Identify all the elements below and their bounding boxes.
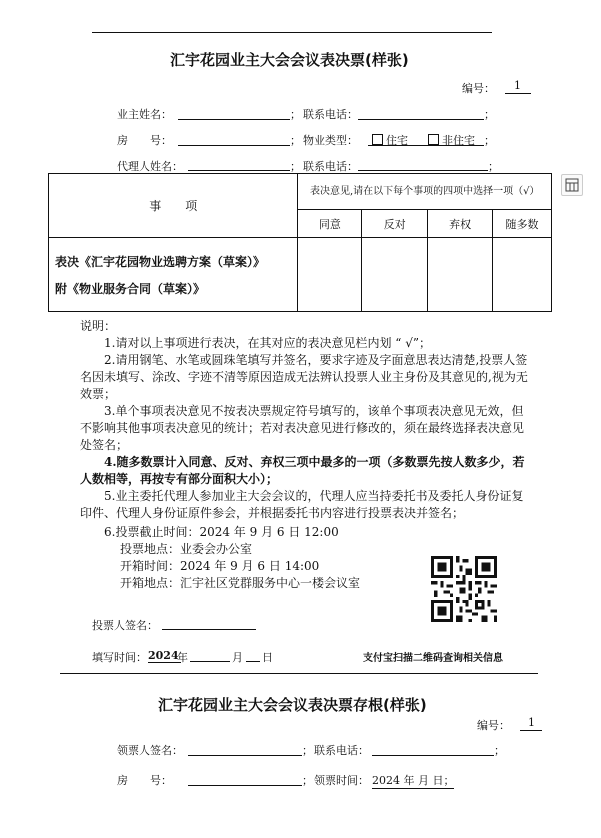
property-type-underline: [368, 145, 484, 146]
qr-code-icon: [431, 556, 497, 622]
proxy-phone-label: 联系电话：: [303, 160, 358, 173]
note-4: 4.随多数票计入同意、反对、弃权三项中最多的一项（多数票先按人数多少，若人数相等，再按专有部分面积大小）；: [80, 455, 525, 486]
owner-name-label: 业主姓名：: [117, 108, 172, 121]
notes-heading: 说明：: [80, 319, 117, 333]
room-label: 房 号：: [117, 134, 172, 147]
semicolon: ；: [484, 134, 495, 147]
column-oppose: 反对: [362, 210, 428, 238]
residential-label: 住宅: [386, 134, 408, 147]
receive-time-value[interactable]: 2024 年 月 日；: [372, 774, 455, 787]
month-unit: 月: [232, 651, 243, 664]
vote-cell-agree[interactable]: [298, 238, 362, 312]
note-6-open-time: 开箱时间：2024 年 9 月 6 日 14:00: [120, 559, 320, 573]
note-6-vote-place: 投票地点：业委会办公室: [120, 542, 253, 556]
semicolon: ；: [302, 744, 313, 757]
note-6-open-place: 开箱地点：汇宇社区党群服务中心一楼会议室: [120, 576, 361, 590]
stub-phone-label: 联系电话：: [314, 744, 369, 757]
semicolon: ；: [494, 744, 505, 757]
day-unit: 日: [262, 651, 273, 664]
serial-value: 1: [514, 79, 521, 92]
note-3: 3.单个事项表决意见不按表决票规定符号填写的，该单个事项表决意见无效，但不影响其他事项表决意见的统计；若对表决意见进行修改的，须在最终选择表决意见处签名；: [80, 404, 525, 452]
checkbox-icon[interactable]: [428, 134, 439, 145]
semicolon: ；: [290, 108, 301, 121]
vote-cell-abstain[interactable]: [428, 238, 493, 312]
stub-title: 汇宇花园业主大会会议表决票存根(样张): [158, 696, 427, 714]
stub-separator: [60, 673, 538, 674]
instructions: [80, 318, 530, 592]
receive-time-label: 领票时间：: [314, 774, 369, 787]
form-title: 汇宇花园业主大会会议表决票(样张): [170, 51, 409, 69]
column-abstain: 弃权: [428, 210, 493, 238]
month-field[interactable]: [190, 661, 230, 662]
vote-cell-oppose[interactable]: [362, 238, 428, 312]
proxy-phone-field[interactable]: [358, 170, 488, 171]
stub-serial-label: 编号：: [477, 719, 510, 732]
qr-caption: 支付宝扫描二维码查询相关信息: [363, 653, 503, 664]
table-view-icon[interactable]: [561, 174, 583, 196]
receiver-sign-label: 领票人签名：: [117, 744, 183, 757]
column-majority: 随多数: [493, 210, 552, 238]
property-type-label: 物业类型：: [303, 134, 358, 147]
note-1: 1.请对以上事项进行表决，在其对应的表决意见栏内划 “ √”；: [104, 336, 431, 350]
item-header: 事 项: [49, 174, 298, 238]
opinion-header: 表决意见,请在以下每个事项的四项中选择一项（√）: [298, 174, 552, 210]
semicolon: ；: [290, 134, 301, 147]
semicolon: ；: [290, 160, 301, 173]
vote-cell-majority[interactable]: [493, 238, 552, 312]
nonresidential-label: 非住宅: [442, 134, 475, 147]
phone-field[interactable]: [358, 119, 484, 120]
voter-sign-field[interactable]: [162, 629, 256, 630]
fill-time-label: 填写时间：: [92, 651, 147, 664]
room-field[interactable]: [178, 145, 290, 146]
column-agree: 同意: [298, 210, 362, 238]
note-6-deadline: 6.投票截止时间：2024 年 9 月 6 日 12:00: [104, 525, 339, 539]
serial-underline: [505, 93, 531, 94]
vote-item-line2: 附《物业服务合同（草案）》: [55, 281, 206, 296]
proxy-name-label: 代理人姓名：: [117, 160, 183, 173]
day-field[interactable]: [246, 661, 260, 662]
serial-label: 编号：: [462, 82, 495, 95]
stub-serial-underline: [520, 730, 542, 731]
semicolon: ；: [302, 774, 313, 787]
fill-year-value[interactable]: 2024: [148, 649, 179, 662]
phone-label: 联系电话：: [303, 108, 358, 121]
semicolon: ；: [484, 108, 495, 121]
stub-room-field[interactable]: [188, 785, 302, 786]
stub-phone-field[interactable]: [372, 755, 494, 756]
owner-name-field[interactable]: [178, 119, 290, 120]
note-5: 5.业主委托代理人参加业主大会会议的，代理人应当持委托书及委托人身份证复印件、代理人身份证原件参会，并根据委托书内容进行投票表决并签名；: [80, 489, 524, 520]
voter-sign-label: 投票人签名：: [92, 619, 158, 632]
receiver-sign-field[interactable]: [188, 755, 302, 756]
vote-item-line1: 表决《汇宇花园物业选聘方案（草案）》: [55, 254, 266, 269]
checkbox-icon[interactable]: [372, 134, 383, 145]
stub-serial-value: 1: [528, 716, 535, 729]
note-2: 2.请用钢笔、水笔或圆珠笔填写并签名，要求字迹及字面意思表达清楚,投票人签名因未填写、涂改、字迹不清等原因造成无法辨认投票人业主身份及其意见的,视为无效票；: [80, 353, 528, 401]
top-rule: [92, 32, 492, 33]
vote-table: [48, 173, 552, 312]
year-unit: 年: [177, 651, 188, 664]
semicolon: ；: [488, 160, 499, 173]
vote-item: [49, 238, 298, 312]
proxy-name-field[interactable]: [188, 170, 290, 171]
stub-room-label: 房 号：: [117, 774, 172, 787]
